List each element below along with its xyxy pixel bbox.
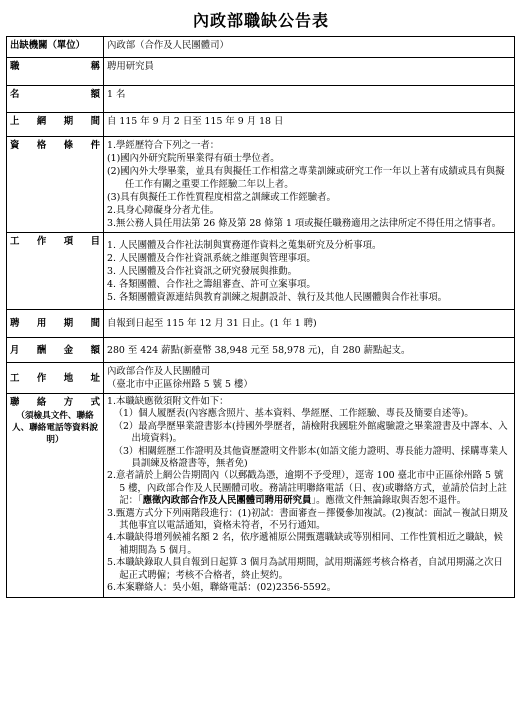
position-label: 職稱	[7, 58, 104, 86]
table-row	[7, 137, 515, 233]
list-item: （1）個人履歷表(內容應含照片、基本資料、學經歷、工作經驗、專長及簡要自述等)。	[113, 408, 474, 420]
table-row	[7, 394, 515, 598]
table-row	[7, 363, 515, 394]
list-item: 4. 各類團體、合作社之籌組審查、許可立案事項。	[107, 279, 316, 290]
list-item: 2.具身心障礙身分者尤佳。	[107, 205, 220, 216]
duties-label: 工作項目	[7, 233, 104, 310]
table-row	[7, 86, 515, 113]
list-item: 3.無公務人員任用法第 26 條及第 28 條第 1 項或擬任職務適用之法律所定不得任用之情事者。	[107, 218, 502, 229]
duties-value	[104, 233, 515, 310]
envelope-note: 應徵內政部合作及人民團體司聘用研究員	[142, 495, 312, 507]
position-value: 聘用研究員	[104, 58, 515, 86]
list-item: (3)具有與擬任工作性質程度相當之訓練或工作經驗者。	[107, 192, 336, 203]
term-label: 聘用期間	[7, 310, 104, 338]
table-row	[7, 37, 515, 58]
list-item: （3）相關經歷工作證明及其他資歷證明文件影本(如語文能力證明、專長能力證明、採購專業人員訓練及格證書等，無者免)	[113, 445, 508, 470]
table-row	[7, 113, 515, 137]
salary-label: 月酬金額	[7, 338, 104, 363]
list-item: （2）最高學歷畢業證書影本(持國外學歷者，請檢附我國駐外館處驗證之畢業證書及中譯本、入出境資料)。	[113, 420, 508, 445]
contact-label	[7, 394, 104, 598]
contact-label-note: （須檢具文件、聯絡人、聯絡電話等資料說明）	[12, 411, 98, 445]
notice-table	[6, 36, 515, 598]
address-label: 工作地址	[7, 363, 104, 394]
salary-value: 280 至 424 薪點(新臺幣 38,948 元至 58,978 元)，自 280 薪點起支。	[104, 338, 515, 363]
contact-text: 」。應徵文件無論錄取與否恕不退件。	[311, 495, 467, 507]
contact-value	[104, 394, 515, 598]
list-item	[107, 470, 511, 507]
address-value	[104, 363, 515, 394]
period-value: 自 115 年 9 月 2 日至 115 年 9 月 18 日	[104, 113, 515, 137]
contact-text: 2.意者請於上網公告期間內（以郵戳為憑，逾期不予受理），逕寄 100 臺北市中正區徐州路 5 號 5 樓，內政部合作及人民團體司收。務請註明聯絡電話（日、夜)或聯絡方式，並請於信封上註記：「	[107, 470, 507, 507]
agency-label: 出缺機關（單位）	[7, 37, 104, 58]
address-line: 內政部合作及人民團體司	[107, 366, 211, 377]
list-item: 6.本案聯絡人：吳小姐，聯絡電話：(02)2356-5592。	[107, 582, 337, 594]
quota-label: 名額	[7, 86, 104, 113]
quota-value: 1 名	[104, 86, 515, 113]
period-label: 上網期間	[7, 113, 104, 137]
list-item: (1)國內外研究院所畢業得有碩士學位者。	[107, 153, 280, 164]
contact-label-title: 聯絡方式	[10, 397, 100, 408]
table-row	[7, 310, 515, 338]
term-value: 自報到日起至 115 年 12 月 31 日止。(1 年 1 聘)	[104, 310, 515, 338]
list-item: 5. 各類團體資源連結與教育訓練之規劃設計、執行及其他人民團體與合作社事項。	[107, 292, 448, 303]
table-row	[7, 338, 515, 363]
address-line: （臺北市中正區徐州路 5 號 5 樓）	[107, 379, 253, 390]
table-row	[7, 233, 515, 310]
list-item: 2. 人民團體及合作社資訊系統之維運與管理事項。	[107, 253, 316, 264]
qualifications-value	[104, 137, 515, 233]
list-item: 5.本職缺錄取人員自報到日起算 3 個月為試用期間，試用期滿經考核合格者，自試用期滿之次日起正式聘僱；考核不合格者，終止契約。	[107, 557, 503, 581]
list-item: (2)國內外大學畢業，並具有與擬任工作相當之專業訓練或研究工作一年以上著有成績或具有與擬任工作有關之重要工作經驗二年以上者。	[107, 166, 505, 190]
list-item: 1. 人民團體及合作社法制與實務運作資料之蒐集研究及分析事項。	[107, 240, 382, 251]
list-item: 3. 人民團體及合作社資訊之研究發展與推動。	[107, 266, 298, 277]
list-item: 1.本職缺應徵須附文件如下：	[107, 396, 229, 407]
list-item: 3.甄選方式分下列兩階段進行：(1)初試：書面審查－擇優參加複試。(2)複試：面試－複試日期及其他事宜以電話通知，資格未符者，不另行通知。	[107, 507, 509, 532]
qualifications-label: 資格條件	[7, 137, 104, 233]
page-title: 內政部職缺公告表	[192, 11, 329, 30]
table-row	[7, 58, 515, 86]
list-item: 4.本職缺得增列候補名額 2 名，依序遞補原公開甄選職缺或等別相同、工作性質相近之職缺，候補期間為 5 個月。	[107, 532, 503, 556]
list-item: 1.學經歷符合下列之一者：	[107, 140, 220, 151]
agency-value: 內政部（合作及人民團體司）	[104, 37, 515, 58]
